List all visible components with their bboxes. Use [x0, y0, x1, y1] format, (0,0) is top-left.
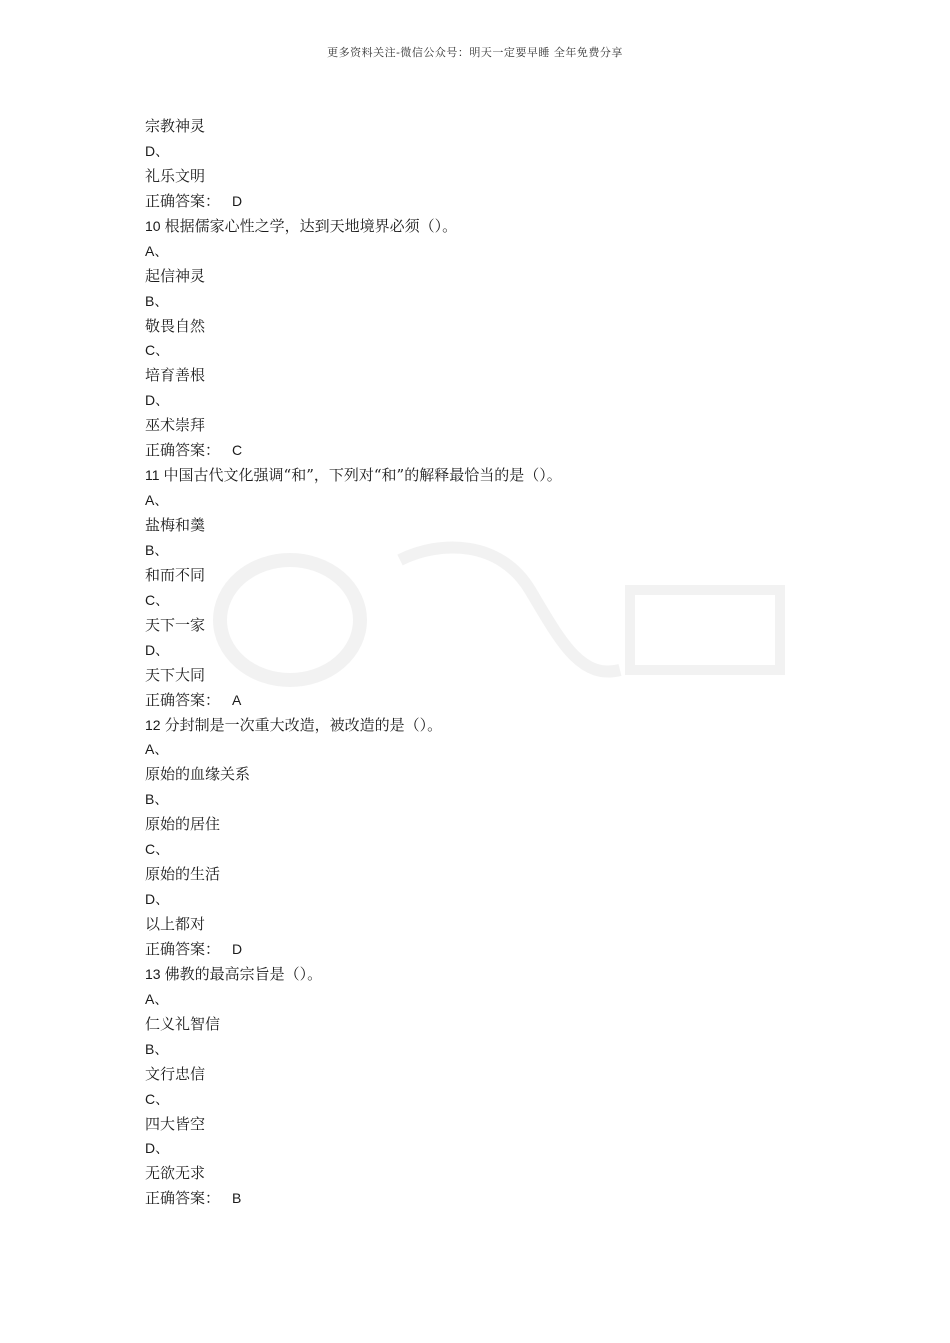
- option-text: 文行忠信: [145, 1064, 206, 1083]
- answer-line: [145, 189, 845, 214]
- question-text: 佛教的最高宗旨是（）。: [164, 964, 323, 983]
- answer-line: [145, 937, 845, 962]
- question-number: 10: [145, 217, 161, 234]
- option-text: 原始的血缘关系: [145, 765, 251, 784]
- option-letter: D、: [145, 1140, 170, 1157]
- answer-value: B: [232, 1190, 242, 1207]
- option-text: 起信神灵: [145, 266, 206, 285]
- option-letter: B、: [145, 1040, 169, 1057]
- answer-value: A: [232, 691, 242, 708]
- question-text: 根据儒家心性之学，达到天地境界必须（）。: [164, 216, 458, 235]
- option-letter: B、: [145, 541, 169, 558]
- question-stem: [145, 713, 845, 738]
- option-text: 盐梅和羹: [145, 516, 206, 534]
- option-text: 四大皆空: [145, 1114, 206, 1133]
- option-text: 以上都对: [145, 915, 206, 933]
- option-text: 天下大同: [145, 665, 206, 684]
- option-letter: D、: [145, 392, 170, 409]
- option-text: 天下一家: [145, 615, 206, 634]
- option-letter: A、: [145, 990, 169, 1007]
- option-letter: C、: [145, 841, 170, 858]
- answer-label: 正确答案：: [145, 939, 221, 958]
- answer-value: D: [232, 940, 243, 957]
- option-letter: A、: [145, 741, 169, 758]
- option-text: 宗教神灵: [145, 117, 206, 135]
- answer-label: 正确答案：: [145, 191, 221, 210]
- option-text: 培育善根: [145, 366, 206, 385]
- option-text: 原始的生活: [145, 865, 221, 884]
- option-text: 无欲无求: [145, 1164, 206, 1183]
- question-text: 分封制是一次重大改造，被改造的是（）。: [164, 715, 443, 734]
- answer-label: 正确答案：: [145, 1189, 221, 1208]
- answer-value: D: [232, 192, 243, 209]
- option-letter: C、: [145, 342, 170, 359]
- option-text: 礼乐文明: [145, 166, 206, 185]
- option-letter: C、: [145, 1090, 170, 1107]
- answer-label: 正确答案：: [145, 690, 221, 709]
- question-list: [145, 114, 845, 1211]
- question-text: 中国古代文化强调“和”，下列对“和”的解释最恰当的是（）。: [163, 466, 562, 485]
- question-number: 13: [145, 965, 161, 982]
- answer-line: [145, 1186, 845, 1211]
- option-letter: D、: [145, 142, 170, 159]
- answer-value: C: [232, 442, 243, 459]
- answer-label: 正确答案：: [145, 441, 221, 460]
- option-letter: C、: [145, 591, 170, 608]
- option-letter: B、: [145, 292, 169, 309]
- option-text: 仁义礼智信: [145, 1014, 221, 1033]
- option-text: 巫术崇拜: [145, 416, 206, 435]
- question-number: 12: [145, 716, 161, 733]
- option-letter: B、: [145, 791, 169, 808]
- option-text: 敬畏自然: [145, 316, 206, 335]
- option-text: 和而不同: [145, 565, 206, 584]
- answer-line: [145, 438, 845, 463]
- option-text: 原始的居住: [145, 815, 221, 834]
- question-stem: [145, 962, 845, 987]
- option-letter: A、: [145, 492, 169, 509]
- question-stem: [145, 214, 845, 239]
- question-number: 11: [145, 467, 160, 484]
- option-letter: D、: [145, 641, 170, 658]
- header-note: 更多资料关注-微信公众号：明天一定要早睡 全年免费分享: [327, 46, 623, 59]
- question-stem: [145, 463, 845, 488]
- answer-line: [145, 688, 845, 713]
- option-letter: D、: [145, 891, 170, 908]
- option-letter: A、: [145, 242, 169, 259]
